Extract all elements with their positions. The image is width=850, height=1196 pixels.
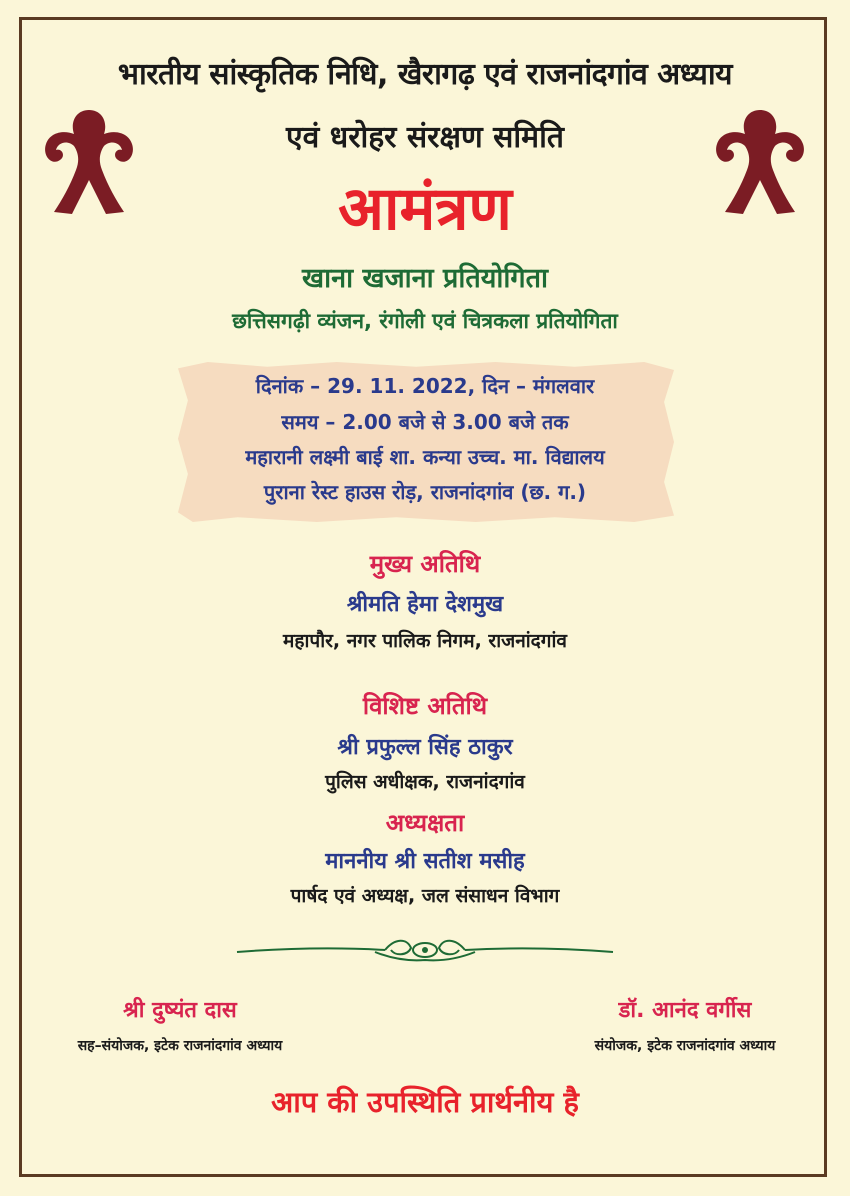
chief-guest-name: श्रीमति हेमा देशमुख xyxy=(346,592,504,617)
event-time: समय – 2.00 बजे से 3.00 बजे तक xyxy=(281,410,569,434)
co-convener-role: सह–संयोजक, इटेक राजनांदगांव अध्याय xyxy=(77,1038,283,1054)
invitation-title: आमंत्रण xyxy=(338,174,512,244)
co-convener-signature xyxy=(35,994,325,1055)
chief-guest-role: मुख्य अतिथि xyxy=(369,550,481,578)
special-guest-name: श्री प्रफुल्ल सिंह ठाकुर xyxy=(337,735,513,760)
special-guest-role: विशिष्ट अतिथि xyxy=(362,692,488,720)
event-venue: महारानी लक्ष्मी बाई शा. कन्या उच्च. मा. विद्यालय xyxy=(245,445,605,469)
convener-role: संयोजक, इटेक राजनांदगांव अध्याय xyxy=(594,1038,776,1054)
organization-line-1: भारतीय सांस्कृतिक निधि, खैरागढ़ एवं राजनांदगांव अध्याय xyxy=(117,57,733,92)
special-guest-designation: पुलिस अधीक्षक, राजनांदगांव xyxy=(325,771,525,793)
event-address: पुराना रेस्ट हाउस रोड़, राजनांदगांव (छ. ग.) xyxy=(263,480,587,504)
convener-name: डॉ. आनंद वर्गीस xyxy=(618,998,752,1023)
chief-guest-designation: महापौर, नगर पालिक निगम, राजनांदगांव xyxy=(283,630,567,652)
closing-message: आप की उपस्थिति प्रार्थनीय है xyxy=(271,1085,579,1119)
organization-line-2: एवं धरोहर संरक्षण समिति xyxy=(286,120,564,155)
co-convener-name: श्री दुष्यंत दास xyxy=(123,998,237,1023)
president-designation: पार्षद एवं अध्यक्ष, जल संसाधन विभाग xyxy=(290,885,560,907)
president-role: अध्यक्षता xyxy=(385,809,465,837)
event-name: खाना खजाना प्रतियोगिता xyxy=(302,263,548,294)
event-date: दिनांक – 29. 11. 2022, दिन – मंगलवार xyxy=(255,374,595,398)
convener-signature xyxy=(545,994,825,1055)
event-subtitle: छत्तिसगढ़ी व्यंजन, रंगोली एवं चित्रकला प्रतियोगिता xyxy=(232,309,618,333)
ornamental-divider-icon xyxy=(235,930,615,970)
president-name: माननीय श्री सतीश मसीह xyxy=(325,849,525,874)
